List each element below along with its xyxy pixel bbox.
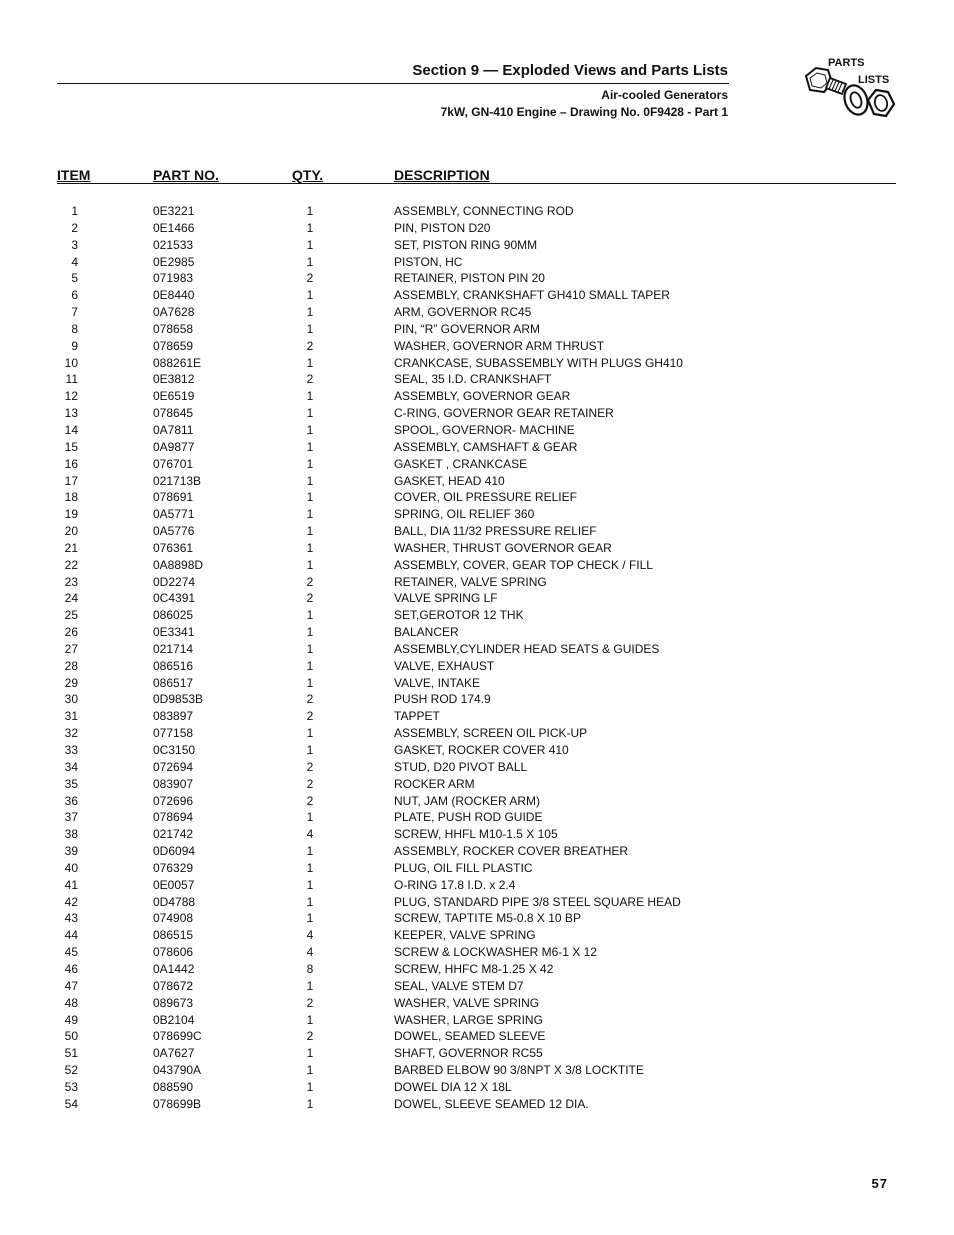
table-row <box>0 1062 954 1079</box>
part-description: RETAINER, PISTON PIN 20 <box>394 271 545 286</box>
part-number: 0E2985 <box>153 254 195 269</box>
part-description: RETAINER, VALVE SPRING <box>394 574 547 589</box>
table-row <box>0 978 954 995</box>
part-description: SPRING, OIL RELIEF 360 <box>394 507 535 522</box>
part-number: 0A8898D <box>153 557 204 572</box>
table-row <box>0 1045 954 1062</box>
table-row <box>0 304 954 321</box>
part-number: 0A7628 <box>153 305 195 320</box>
part-description: WASHER, VALVE SPRING <box>394 995 540 1010</box>
quantity: 1 <box>306 355 314 370</box>
part-number: 0A7811 <box>153 422 194 437</box>
part-description: VALVE, INTAKE <box>394 675 481 690</box>
part-number: 021713B <box>153 473 202 488</box>
part-number: 083897 <box>153 709 194 724</box>
part-description: ASSEMBLY, CONNECTING ROD <box>394 204 574 218</box>
item-number: 34 <box>64 759 78 774</box>
part-description: TAPPET <box>394 709 440 724</box>
table-row <box>0 540 954 557</box>
table-row <box>0 1096 954 1113</box>
quantity: 2 <box>306 591 314 606</box>
table-row <box>0 489 954 506</box>
quantity: 1 <box>306 507 314 522</box>
item-number: 11 <box>65 372 78 387</box>
quantity: 2 <box>306 995 314 1010</box>
part-number: 083907 <box>153 776 194 791</box>
quantity: 1 <box>306 1046 314 1061</box>
part-description: BALL, DIA 11/32 PRESSURE RELIEF <box>394 524 597 539</box>
part-description: SET, PISTON RING 90MM <box>394 237 538 252</box>
table-row <box>0 809 954 826</box>
column-header-description: DESCRIPTION <box>394 167 490 183</box>
table-row <box>0 759 954 776</box>
part-description: PISTON, HC <box>394 254 463 269</box>
part-number: 078645 <box>153 406 194 421</box>
item-number: 23 <box>64 574 78 589</box>
table-row <box>0 506 954 523</box>
quantity: 1 <box>306 305 314 320</box>
part-number: 043790A <box>153 1063 202 1078</box>
quantity: 1 <box>306 844 314 859</box>
table-row <box>0 826 954 843</box>
quantity: 1 <box>306 406 314 421</box>
item-number: 35 <box>64 776 78 791</box>
quantity: 1 <box>306 641 314 656</box>
column-header-part-no: PART NO. <box>153 167 219 183</box>
quantity: 1 <box>306 1096 314 1111</box>
table-row <box>0 473 954 490</box>
quantity: 1 <box>306 625 314 640</box>
table-header <box>0 160 954 186</box>
part-number: 078691 <box>153 490 194 505</box>
item-number: 28 <box>64 658 78 673</box>
quantity: 2 <box>306 372 314 387</box>
table-row <box>0 321 954 338</box>
part-description: COVER, OIL PRESSURE RELIEF <box>394 490 577 505</box>
table-row <box>0 927 954 944</box>
part-description: SCREW & LOCKWASHER M6-1 X 12 <box>394 945 597 960</box>
table-row <box>0 388 954 405</box>
table-row <box>0 439 954 456</box>
item-number: 16 <box>64 456 78 471</box>
table-row <box>0 220 954 237</box>
item-number: 37 <box>64 810 78 825</box>
column-header-item: ITEM <box>57 167 91 183</box>
item-number: 25 <box>64 608 78 623</box>
part-number: 0D6094 <box>153 844 196 859</box>
drawing-title: 7kW, GN-410 Engine – Drawing No. 0F9428 - Part 1 <box>440 105 728 119</box>
item-number: 42 <box>64 894 78 909</box>
part-description: PLUG, OIL FILL PLASTIC <box>394 860 533 875</box>
part-number: 0E3812 <box>153 372 195 387</box>
part-description: PUSH ROD 174.9 <box>394 692 491 707</box>
logo-parts-label: PARTS <box>828 57 865 69</box>
quantity: 1 <box>306 675 314 690</box>
item-number: 13 <box>64 406 78 421</box>
item-number: 45 <box>64 945 78 960</box>
table-row <box>0 995 954 1012</box>
part-number: 021742 <box>153 827 194 842</box>
item-number: 36 <box>64 793 78 808</box>
part-number: 0D4788 <box>153 894 196 909</box>
part-description: WASHER, LARGE SPRING <box>394 1012 543 1027</box>
table-row <box>0 691 954 708</box>
part-description: BALANCER <box>394 625 459 640</box>
item-number: 40 <box>64 860 78 875</box>
part-description: DOWEL, SEAMED SLEEVE <box>394 1029 546 1044</box>
part-description: ASSEMBLY, SCREEN OIL PICK-UP <box>394 726 588 741</box>
table-row <box>0 1012 954 1029</box>
part-number: 072694 <box>153 759 194 774</box>
part-number: 077158 <box>153 726 194 741</box>
item-number: 10 <box>64 355 78 370</box>
quantity: 1 <box>306 524 314 539</box>
part-description: O-RING 17.8 I.D. x 2.4 <box>394 877 516 892</box>
item-number: 21 <box>64 540 78 555</box>
part-description: C-RING, GOVERNOR GEAR RETAINER <box>394 406 614 421</box>
item-number: 18 <box>64 490 78 505</box>
item-number: 43 <box>64 911 78 926</box>
part-description: VALVE SPRING LF <box>394 591 498 606</box>
table-row <box>0 843 954 860</box>
part-description: PLATE, PUSH ROD GUIDE <box>394 810 543 825</box>
table-row <box>0 557 954 574</box>
quantity: 1 <box>306 557 314 572</box>
part-description: NUT, JAM (ROCKER ARM) <box>394 793 541 808</box>
quantity: 1 <box>306 288 314 303</box>
quantity: 1 <box>306 321 314 336</box>
part-number: 086515 <box>153 928 194 943</box>
part-number: 0A7627 <box>153 1046 195 1061</box>
table-row <box>0 708 954 725</box>
item-number: 20 <box>64 524 78 539</box>
table-row <box>0 237 954 254</box>
part-number: 0E6519 <box>153 389 195 404</box>
table-row <box>0 1028 954 1045</box>
item-number: 7 <box>71 305 78 320</box>
item-number: 17 <box>64 473 78 488</box>
part-description: SCREW, TAPTITE M5-0.8 X 10 BP <box>394 911 581 926</box>
quantity: 1 <box>306 1012 314 1027</box>
table-row <box>0 287 954 304</box>
part-number: 0D2274 <box>153 574 196 589</box>
part-number: 076701 <box>153 456 194 471</box>
quantity: 1 <box>306 810 314 825</box>
quantity: 1 <box>306 743 314 757</box>
part-description: DOWEL, SLEEVE SEAMED 12 DIA. <box>394 1096 589 1111</box>
part-description: PLUG, STANDARD PIPE 3/8 STEEL SQUARE HEAD <box>394 894 681 909</box>
part-description: SET,GEROTOR 12 THK <box>394 608 524 623</box>
item-number: 9 <box>71 338 78 353</box>
quantity: 1 <box>306 1079 314 1094</box>
part-number: 078659 <box>153 338 194 353</box>
part-description: WASHER, GOVERNOR ARM THRUST <box>394 338 605 353</box>
table-header-divider <box>57 183 896 184</box>
item-number: 22 <box>64 557 78 572</box>
item-number: 50 <box>64 1029 78 1044</box>
quantity: 1 <box>306 473 314 488</box>
quantity: 1 <box>306 540 314 555</box>
table-row <box>0 910 954 927</box>
page-header <box>0 0 954 130</box>
quantity: 1 <box>306 204 314 218</box>
item-number: 6 <box>71 288 78 303</box>
item-number: 53 <box>64 1079 78 1094</box>
part-description: ASSEMBLY, CAMSHAFT & GEAR <box>394 439 578 454</box>
quantity: 1 <box>306 608 314 623</box>
part-description: DOWEL DIA 12 X 18L <box>394 1079 512 1094</box>
quantity: 1 <box>306 1063 314 1078</box>
part-description: CRANKCASE, SUBASSEMBLY WITH PLUGS GH410 <box>394 355 683 370</box>
quantity: 1 <box>306 422 314 437</box>
item-number: 41 <box>64 877 78 892</box>
item-number: 30 <box>64 692 78 707</box>
part-number: 076329 <box>153 860 194 875</box>
parts-lists-logo <box>800 54 900 130</box>
part-number: 086517 <box>153 675 194 690</box>
part-number: 0C3150 <box>153 743 196 757</box>
part-number: 078699B <box>153 1096 202 1111</box>
item-number: 24 <box>64 591 78 606</box>
item-number: 51 <box>64 1046 78 1061</box>
quantity: 2 <box>306 776 314 791</box>
part-description: ARM, GOVERNOR RC45 <box>394 305 532 320</box>
item-number: 32 <box>64 726 78 741</box>
quantity: 1 <box>306 877 314 892</box>
section-title: Section 9 — Exploded Views and Parts Lists <box>412 62 728 79</box>
table-row <box>0 523 954 540</box>
part-number: 074908 <box>153 911 194 926</box>
item-number: 4 <box>71 254 78 269</box>
part-description: SPOOL, GOVERNOR- MACHINE <box>394 422 575 437</box>
quantity: 1 <box>306 658 314 673</box>
part-description: ASSEMBLY, ROCKER COVER BREATHER <box>394 844 629 859</box>
table-row <box>0 961 954 978</box>
item-number: 15 <box>64 439 78 454</box>
table-row <box>0 725 954 742</box>
quantity: 2 <box>306 574 314 589</box>
table-row <box>0 658 954 675</box>
item-number: 27 <box>64 641 78 656</box>
part-number: 0A5771 <box>153 507 195 522</box>
item-number: 49 <box>64 1012 78 1027</box>
header-divider <box>57 83 729 84</box>
quantity: 1 <box>306 389 314 404</box>
quantity: 2 <box>306 692 314 707</box>
item-number: 5 <box>71 271 78 286</box>
part-number: 071983 <box>153 271 194 286</box>
part-number: 0B2104 <box>153 1012 195 1027</box>
table-row <box>0 675 954 692</box>
item-number: 2 <box>71 220 78 235</box>
table-row <box>0 574 954 591</box>
quantity: 4 <box>306 945 314 960</box>
item-number: 44 <box>64 928 78 943</box>
item-number: 46 <box>64 961 78 976</box>
table-row <box>0 422 954 439</box>
part-number: 0D9853B <box>153 692 204 707</box>
table-row <box>0 254 954 271</box>
part-number: 072696 <box>153 793 194 808</box>
quantity: 4 <box>306 928 314 943</box>
part-description: GASKET, ROCKER COVER 410 <box>394 743 569 757</box>
quantity: 1 <box>306 439 314 454</box>
item-number: 31 <box>64 709 78 724</box>
quantity: 1 <box>306 490 314 505</box>
item-number: 33 <box>64 743 78 757</box>
item-number: 29 <box>64 675 78 690</box>
quantity: 1 <box>306 978 314 993</box>
part-number: 086516 <box>153 658 194 673</box>
part-number: 0E3221 <box>153 204 195 218</box>
quantity: 1 <box>306 254 314 269</box>
quantity: 2 <box>306 709 314 724</box>
part-description: KEEPER, VALVE SPRING <box>394 928 536 943</box>
item-number: 19 <box>64 507 78 522</box>
part-number: 078694 <box>153 810 194 825</box>
part-description: ASSEMBLY,CYLINDER HEAD SEATS & GUIDES <box>394 641 660 656</box>
item-number: 14 <box>64 422 78 437</box>
part-description: SHAFT, GOVERNOR RC55 <box>394 1046 543 1061</box>
quantity: 1 <box>306 911 314 926</box>
table-row <box>0 1079 954 1096</box>
part-number: 0C4391 <box>153 591 196 606</box>
part-description: GASKET , CRANKCASE <box>394 456 528 471</box>
quantity: 2 <box>306 271 314 286</box>
part-number: 0A9877 <box>153 439 195 454</box>
logo-lists-label: LISTS <box>858 74 890 86</box>
table-row <box>0 203 954 220</box>
quantity: 4 <box>306 827 314 842</box>
table-row <box>0 590 954 607</box>
item-number: 8 <box>71 321 78 336</box>
part-number: 021714 <box>153 641 194 656</box>
part-description: BARBED ELBOW 90 3/8NPT X 3/8 LOCKTITE <box>394 1063 644 1078</box>
table-row <box>0 894 954 911</box>
table-row <box>0 793 954 810</box>
part-number: 0E3341 <box>153 625 195 640</box>
part-description: ASSEMBLY, COVER, GEAR TOP CHECK / FILL <box>394 557 653 572</box>
part-description: GASKET, HEAD 410 <box>394 473 505 488</box>
table-row <box>0 624 954 641</box>
part-description: STUD, D20 PIVOT BALL <box>394 759 528 774</box>
part-number: 088590 <box>153 1079 194 1094</box>
quantity: 1 <box>306 860 314 875</box>
part-number: 086025 <box>153 608 194 623</box>
quantity: 2 <box>306 338 314 353</box>
item-number: 26 <box>64 625 78 640</box>
part-description: SEAL, 35 I.D. CRANKSHAFT <box>394 372 552 387</box>
item-number: 48 <box>64 995 78 1010</box>
part-description: PIN, “R” GOVERNOR ARM <box>394 321 541 336</box>
table-row <box>0 860 954 877</box>
table-row <box>0 742 954 759</box>
quantity: 2 <box>306 759 314 774</box>
part-number: 021533 <box>153 237 194 252</box>
part-description: ROCKER ARM <box>394 776 475 791</box>
quantity: 1 <box>306 237 314 252</box>
table-row <box>0 607 954 624</box>
part-description: SCREW, HHFL M10-1.5 X 105 <box>394 827 558 842</box>
part-number: 078672 <box>153 978 194 993</box>
part-description: PIN, PISTON D20 <box>394 220 491 235</box>
document-subtitle: Air-cooled Generators <box>601 88 728 102</box>
part-number: 0E8440 <box>153 288 195 303</box>
part-number: 0E0057 <box>153 877 195 892</box>
part-description: SEAL, VALVE STEM D7 <box>394 978 524 993</box>
quantity: 1 <box>306 726 314 741</box>
part-number: 0E1466 <box>153 220 195 235</box>
part-description: WASHER, THRUST GOVERNOR GEAR <box>394 540 612 555</box>
part-description: SCREW, HHFC M8-1.25 X 42 <box>394 961 554 976</box>
part-number: 076361 <box>153 540 194 555</box>
parts-table <box>0 203 954 1113</box>
table-row <box>0 405 954 422</box>
item-number: 47 <box>64 978 78 993</box>
item-number: 54 <box>64 1096 78 1111</box>
quantity: 1 <box>306 220 314 235</box>
quantity: 2 <box>306 1029 314 1044</box>
part-description: ASSEMBLY, GOVERNOR GEAR <box>394 389 571 404</box>
table-row <box>0 877 954 894</box>
part-number: 0A5776 <box>153 524 195 539</box>
table-row <box>0 776 954 793</box>
table-row <box>0 270 954 287</box>
part-number: 0A1442 <box>153 961 195 976</box>
item-number: 12 <box>64 389 78 404</box>
item-number: 38 <box>64 827 78 842</box>
part-description: VALVE, EXHAUST <box>394 658 495 673</box>
item-number: 1 <box>71 204 78 218</box>
table-row <box>0 641 954 658</box>
table-row <box>0 338 954 355</box>
page-number: 57 <box>871 1176 888 1191</box>
part-number: 078658 <box>153 321 194 336</box>
quantity: 8 <box>306 961 314 976</box>
part-number: 078606 <box>153 945 194 960</box>
part-number: 089673 <box>153 995 194 1010</box>
table-row <box>0 944 954 961</box>
item-number: 39 <box>64 844 78 859</box>
table-row <box>0 355 954 372</box>
part-number: 088261E <box>153 355 202 370</box>
part-number: 078699C <box>153 1029 202 1044</box>
quantity: 2 <box>306 793 314 808</box>
table-row <box>0 456 954 473</box>
item-number: 52 <box>64 1063 78 1078</box>
item-number: 3 <box>71 237 78 252</box>
part-description: ASSEMBLY, CRANKSHAFT GH410 SMALL TAPER <box>394 288 670 303</box>
column-header-qty: QTY. <box>292 167 324 183</box>
quantity: 1 <box>306 894 314 909</box>
quantity: 1 <box>306 456 314 471</box>
table-row <box>0 371 954 388</box>
